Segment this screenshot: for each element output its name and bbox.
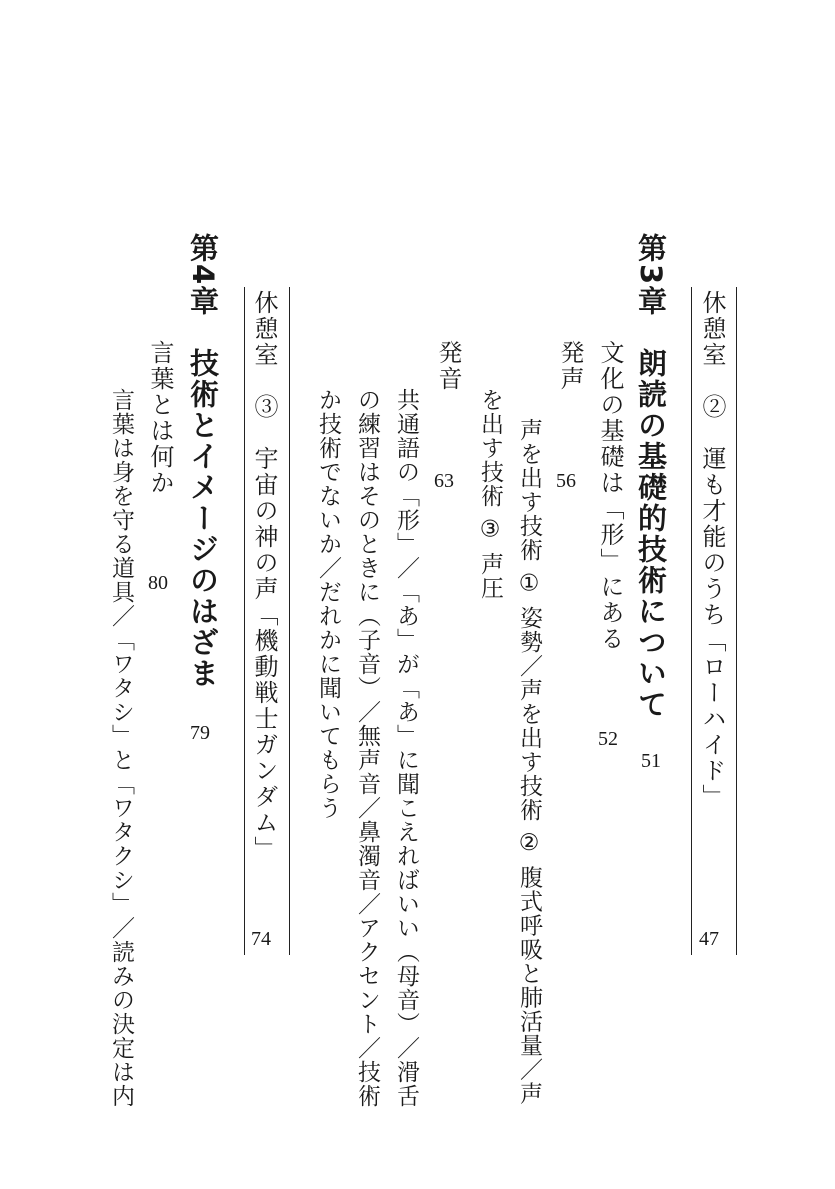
break2-title[interactable]: 休憩室 ③ 宇宙の神の声「機動戦士ガンダム」 bbox=[250, 290, 278, 862]
toc-subitems-language-line1: 言葉は身を守る道具／「ワタシ」と「ワタクシ」／読みの決定は内 bbox=[108, 388, 134, 1108]
toc-item-what-is-language[interactable]: 言葉とは何か bbox=[146, 340, 174, 496]
break2-left-rule bbox=[244, 287, 245, 955]
toc-item-pronunciation-page: 63 bbox=[434, 470, 454, 492]
toc-subitems-vocalization-line2: を出す技術 ③ 声圧 bbox=[477, 388, 503, 600]
chapter4-heading[interactable]: 第4章 技術とイメージのはざま bbox=[186, 233, 220, 690]
toc-item-culture-form-page: 52 bbox=[598, 728, 618, 750]
toc-item-vocalization-page: 56 bbox=[556, 470, 576, 492]
toc-subitems-pronunciation-line2: の練習はそのときに（子音）／無声音／鼻濁音／アクセント／技術 bbox=[354, 388, 380, 1108]
chapter3-page-number: 51 bbox=[641, 750, 661, 772]
break2-right-rule bbox=[289, 287, 290, 955]
break1-title[interactable]: 休憩室 ② 運も才能のうち「ローハイド」 bbox=[698, 290, 726, 810]
toc-item-culture-form[interactable]: 文化の基礎は「形」にある bbox=[596, 340, 624, 652]
toc-item-vocalization[interactable]: 発声 bbox=[556, 340, 584, 392]
break1-page-number: 47 bbox=[699, 928, 719, 950]
chapter4-page-number: 79 bbox=[190, 722, 210, 744]
toc-item-pronunciation[interactable]: 発音 bbox=[434, 340, 462, 392]
break2-page-number: 74 bbox=[251, 928, 271, 950]
toc-subitems-pronunciation-line1: 共通語の「形」／「あ」が「あ」に聞こえればいい（母音）／滑舌 bbox=[393, 388, 419, 1108]
toc-subitems-vocalization-line1: 声を出す技術 ① 姿勢／声を出す技術 ② 腹式呼吸と肺活量／声 bbox=[516, 418, 542, 1106]
toc-item-what-is-language-page: 80 bbox=[148, 572, 168, 594]
break1-left-rule bbox=[691, 287, 692, 955]
chapter3-heading[interactable]: 第3章 朗読の基礎的技術について bbox=[634, 233, 668, 721]
break1-right-rule bbox=[736, 287, 737, 955]
toc-subitems-pronunciation-line3: か技術でないか／だれかに聞いてもらう bbox=[315, 388, 341, 820]
